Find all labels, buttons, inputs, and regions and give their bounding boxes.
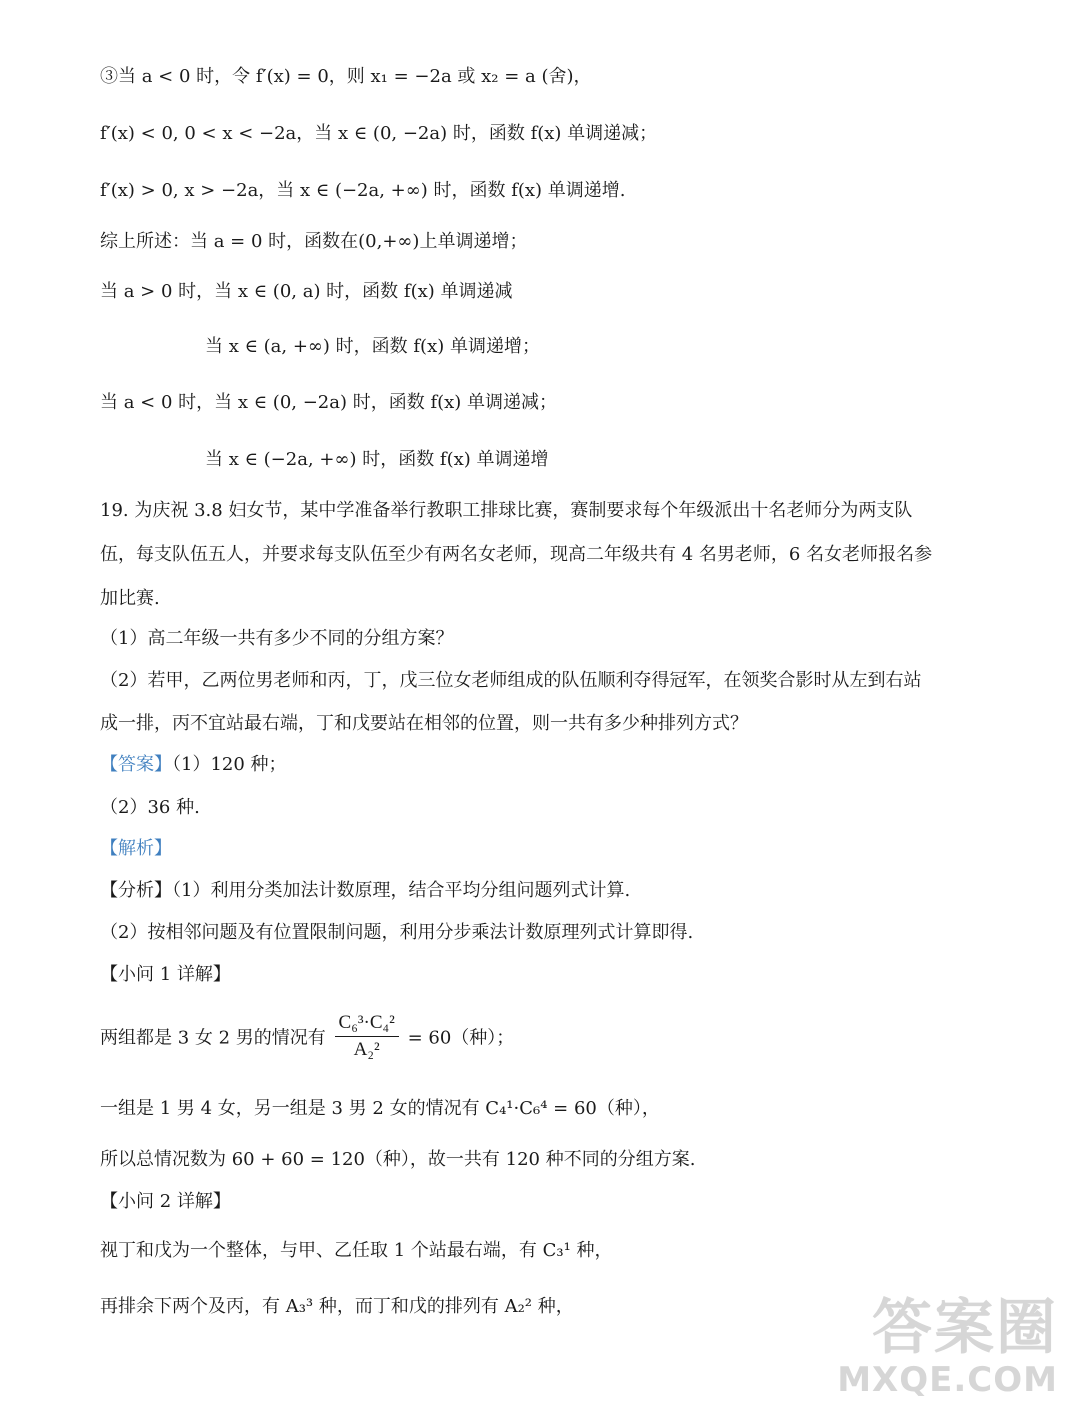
- watermark-url: MXQE.COM: [837, 1360, 1058, 1400]
- analysis-text: （2）按相邻问题及有位置限制问题，利用分步乘法计数原理列式计算即得.: [100, 922, 694, 943]
- fraction-denominator: A₂²: [353, 1039, 380, 1060]
- question-part-1: （1）高二年级一共有多少不同的分组方案？: [100, 628, 454, 649]
- analysis-text: 【分析】（1）利用分类加法计数原理，结合平均分组问题列式计算.: [100, 880, 631, 901]
- text-line: 所以总情况数为 60 + 60 = 120（种），故一共有 120 种不同的分组方案.: [100, 1149, 696, 1170]
- text-line: f′(x) < 0, 0 < x < −2a，当 x ∈ (0, −2a) 时，函数 f(x) 单调递减；: [100, 123, 658, 144]
- text-line: 当 a > 0 时，当 x ∈ (0, a) 时，函数 f(x) 单调递减: [100, 281, 513, 302]
- formula-line: [100, 1012, 514, 1061]
- text-line: 再排余下两个及丙，有 A₃³ 种，而丁和戊的排列有 A₂² 种，: [100, 1296, 574, 1317]
- text-line: 视丁和戊为一个整体，与甲、乙任取 1 个站最右端，有 C₃¹ 种，: [100, 1240, 613, 1261]
- answer-line: （2）36 种.: [100, 797, 200, 818]
- question-text: 加比赛.: [100, 588, 160, 609]
- analysis-tag: 【解析】: [100, 838, 172, 859]
- formula-suffix: = 60（种）；: [407, 1027, 515, 1049]
- watermark-logo: [837, 1295, 1058, 1399]
- text-line: 综上所述：当 a = 0 时，函数在(0,+∞)上单调递增；: [100, 231, 528, 252]
- question-part-2: （2）若甲，乙两位男老师和丙，丁，戊三位女老师组成的队伍顺利夺得冠军，在领奖合影时从左到右站: [100, 670, 922, 691]
- answer-text: （1）120 种；: [172, 754, 287, 775]
- fraction-numerator: C₆³·C₄²: [335, 1012, 399, 1037]
- text-line: f′(x) > 0, x > −2a，当 x ∈ (−2a, +∞) 时，函数 f(x) 单调递增.: [100, 180, 626, 201]
- text-line: 当 x ∈ (a, +∞) 时，函数 f(x) 单调递增；: [205, 336, 540, 357]
- question-text: 伍，每支队伍五人，并要求每支队伍至少有两名女老师，现高二年级共有 4 名男老师，6 名女老师报名参: [100, 544, 933, 565]
- answer-line: [100, 752, 287, 778]
- text-line: ③当 a < 0 时，令 f′(x) = 0，则 x₁ = −2a 或 x₂ = a (舍)，: [100, 66, 592, 87]
- text-line: 一组是 1 男 4 女，另一组是 3 男 2 女的情况有 C₄¹·C₆⁴ = 60（种），: [100, 1098, 660, 1119]
- fraction: [335, 1012, 399, 1061]
- watermark-text: 答案圈: [872, 1293, 1058, 1363]
- text-line: 当 a < 0 时，当 x ∈ (0, −2a) 时，函数 f(x) 单调递减；: [100, 392, 558, 413]
- formula-prefix: 两组都是 3 女 2 男的情况有: [100, 1027, 326, 1049]
- question-part-2: 成一排，丙不宜站最右端，丁和戊要站在相邻的位置，则一共有多少种排列方式？: [100, 713, 748, 734]
- question-text: 19. 为庆祝 3.8 妇女节，某中学准备举行教职工排球比赛，赛制要求每个年级派出十名老师分为两支队: [100, 500, 913, 521]
- subquestion-title: 【小问 1 详解】: [100, 964, 231, 985]
- subquestion-title: 【小问 2 详解】: [100, 1191, 231, 1212]
- answer-tag: 【答案】: [100, 754, 172, 775]
- text-line: 当 x ∈ (−2a, +∞) 时，函数 f(x) 单调递增: [205, 449, 549, 470]
